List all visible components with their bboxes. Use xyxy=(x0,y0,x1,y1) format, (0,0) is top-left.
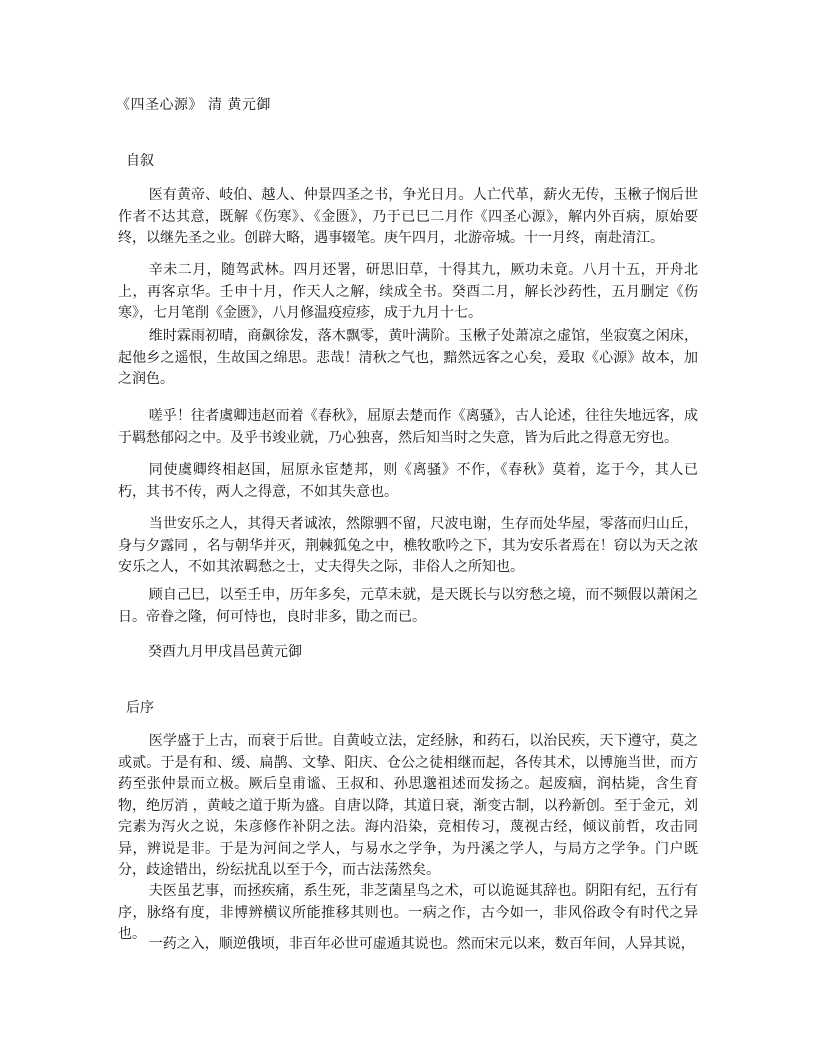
preface-paragraph: 当世安乐之人，其得天者诚浓，然隙驷不留，尺波电谢，生存而处华屋，零落而归山丘，身与夕露同 ，名与朝华并灭，荆棘狐兔之中，樵牧歌吟之下，其为安乐者焉在！窃以为天之浓安乐之人，不如其浓羁愁之士，丈夫得失之际，非俗人之所知也。 xyxy=(118,516,698,575)
postscript-paragraph: 一药之入，顺逆俄顷，非百年必世可虚遁其说也。然而宋元以来，数百年间，人异其说， xyxy=(148,936,695,952)
preface-signature: 癸酉九月甲戌昌邑黄元御 xyxy=(148,644,302,660)
preface-paragraph: 医有黄帝、岐伯、越人、仲景四圣之书，争光日月。人亡代革，薪火无传，玉楸子悯后世作者不达其意，既解《伤寒》、《金匮》，乃于已巳二月作《四圣心源》，解内外百病，原始要终，以继先圣之业。创辟大略，遇事辍笔。庚午四月，北游帝城。十一月终，南赴清江。 xyxy=(118,187,698,246)
postscript-paragraph: 夫医虽艺事，而拯疾痛，系生死，非芝菌星鸟之术，可以诡诞其辞也。阴阳有纪，五行有序，脉络有度，非博辨横议所能推移其则也。一病之作，古今如一，非风俗政令有时代之异也。 xyxy=(118,883,698,942)
postscript-heading: 后序 xyxy=(126,700,154,716)
preface-paragraph: 同使虞卿终相赵国，屈原永宦楚邦，则《离骚》不作，《春秋》莫着，迄于今，其人已朽，其书不传，两人之得意，不如其失意也。 xyxy=(118,462,698,500)
document-title: 《四圣心源》 清 黄元御 xyxy=(116,97,271,113)
preface-heading: 自叙 xyxy=(126,153,154,169)
postscript-paragraph: 医学盛于上古，而衰于后世。自黄岐立法，定经脉，和药石，以治民疾，天下遵守，莫之或贰。于是有和、缓、扁鹊、文挚、阳庆、仓公之徒相继而起，各传其术，以博施当世，而方药至张仲景而立极。厥后皇甫谧、王叔和、孙思邈祖述而发扬之。起废痼，润枯毙，含生育物，绝厉消 ，黄岐之道于斯为盛。自唐以降，其道日衰，渐变古制，以矜新创。至于金元，刘完素为泻火之说，朱彦修作补阴之法。海内沿染，竞相传习，蔑视古经，倾议前哲，攻击同异，辨说是非。于是为河间之学人，与易水之学争，为丹溪之学人，与局方之学争。门户既分，歧途错出，纷纭扰乱以至于今，而古法荡然矣。 xyxy=(118,733,698,878)
preface-paragraph: 嗟乎！往者虞卿违赵而着《春秋》，屈原去楚而作《离骚》，古人论述，往往失地远客，成于羁愁郁闷之中。及乎书竣业就，乃心独喜，然后知当时之失意，皆为后此之得意无穷也。 xyxy=(118,408,698,446)
preface-paragraph: 顾自己巳，以至壬申，历年多矣，元草未就，是天既长与以穷愁之境，而不频假以萧闲之日。帝眷之隆，何可恃也，良时非多，勖之而已。 xyxy=(118,587,698,625)
preface-paragraph: 维时霖雨初晴，商飙徐发，落木飘零，黄叶满阶。玉楸子处萧凉之虚馆，坐寂寞之闲床，起他乡之遥恨，生故国之绵思。悲哉！清秋之气也，黯然远客之心矣，爰取《心源》故本，加之润色。 xyxy=(118,328,698,387)
preface-paragraph: 辛未二月，随驾武林。四月还署，研思旧草，十得其九，厥功未竟。八月十五，开舟北上，再客京华。壬申十月，作天人之解，续成全书。癸酉二月，解长沙药性，五月删定《伤寒》，七月笔削《金匮》，八月修温疫痘疹，成于九月十七。 xyxy=(118,262,698,321)
